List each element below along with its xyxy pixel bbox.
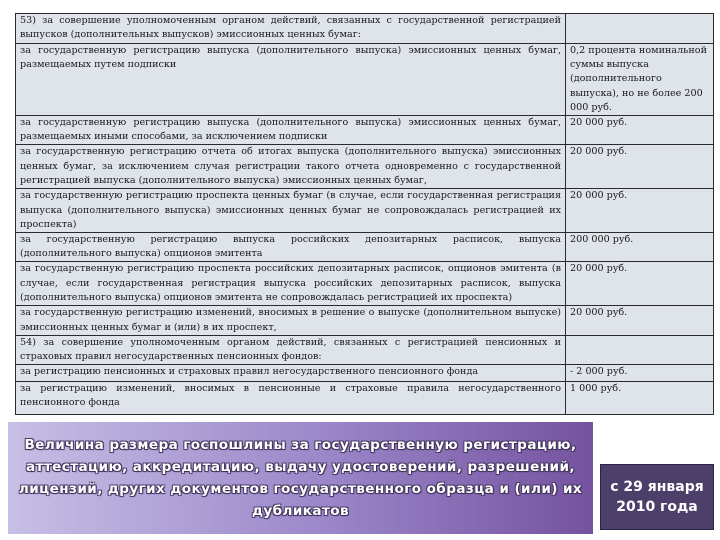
row-fee: 0,2 процента номинальной суммы выпуска (дополнительного выпуска), но не более 200 000 руб.	[566, 44, 714, 116]
row-description: 54) за совершение уполномоченным органом действий, связанных с регистрацией пенсионных и страховых правил негосударственных пенсионных фондов:	[16, 335, 566, 364]
effective-date-line2: 2010 года	[616, 499, 698, 515]
table-row	[16, 145, 714, 189]
row-fee: 20 000 руб.	[566, 262, 714, 306]
effective-date	[610, 477, 704, 517]
row-fee	[566, 14, 714, 44]
row-description: за государственную регистрацию выпуска (дополнительного выпуска) эмиссионных ценных бумаг, размещаемых путем подписки	[16, 44, 566, 116]
table-row	[16, 365, 714, 382]
table-row	[16, 306, 714, 335]
row-fee: 1 000 руб.	[566, 382, 714, 415]
row-description: за государственную регистрацию изменений, вносимых в решение о выпуске (дополнительном выпуске) эмиссионных ценных бумаг и (или) в их проспект,	[16, 306, 566, 335]
row-description: за государственную регистрацию выпуска российских депозитарных расписок, выпуска (дополнительного выпуска) опционов эмитента	[16, 233, 566, 262]
row-description: за государственную регистрацию проспекта российских депозитарных расписок, опционов эмитента (в случае, если государственная регистрация выпуска российских депозитарных расписок, выпуска (дополнительного выпуска) опционов эмитента не сопровождалась регистрацией их проспекта)	[16, 262, 566, 306]
table-row	[16, 116, 714, 145]
row-description: 53) за совершение уполномоченным органом действий, связанных с государственной регистрацией выпусков (дополнительных выпусков) эмиссионных ценных бумаг:	[16, 14, 566, 44]
row-fee	[566, 335, 714, 364]
row-description: за государственную регистрацию проспекта ценных бумаг (в случае, если государственная регистрация выпуска (дополнительного выпуска) эмиссионных ценных бумаг не сопровождалась регистрацией их проспекта)	[16, 189, 566, 233]
table-row	[16, 14, 714, 44]
row-fee: 20 000 руб.	[566, 189, 714, 233]
fee-table	[15, 13, 714, 415]
table-row	[16, 262, 714, 306]
banner-title: Величина размера госпошлины за государственную регистрацию, аттестацию, аккредитацию, выдачу удостоверений, разрешений, лицензий, других документов государственного образца и (или) их дубликатов	[18, 437, 583, 519]
row-fee: 20 000 руб.	[566, 145, 714, 189]
row-description: за регистрацию пенсионных и страховых правил негосударственного пенсионного фонда	[16, 365, 566, 382]
row-fee: 20 000 руб.	[566, 116, 714, 145]
effective-date-box	[600, 464, 714, 530]
table-row	[16, 189, 714, 233]
fee-banner	[8, 422, 593, 534]
table-row	[16, 382, 714, 415]
row-description: за государственную регистрацию отчета об итогах выпуска (дополнительного выпуска) эмиссионных ценных бумаг, за исключением случая регистрации такого отчета одновременно с государственной регистрацией выпуска (дополнительного выпуска) эмиссионных ценных бумаг,	[16, 145, 566, 189]
row-description: за государственную регистрацию выпуска (дополнительного выпуска) эмиссионных ценных бумаг, размещаемых иными способами, за исключением подписки	[16, 116, 566, 145]
table-row	[16, 233, 714, 262]
row-description: за регистрацию изменений, вносимых в пенсионные и страховые правила негосударственного пенсионного фонда	[16, 382, 566, 415]
effective-date-line1: с 29 января	[610, 479, 704, 495]
row-fee: - 2 000 руб.	[566, 365, 714, 382]
table-row	[16, 44, 714, 116]
table-row	[16, 335, 714, 364]
row-fee: 20 000 руб.	[566, 306, 714, 335]
row-fee: 200 000 руб.	[566, 233, 714, 262]
